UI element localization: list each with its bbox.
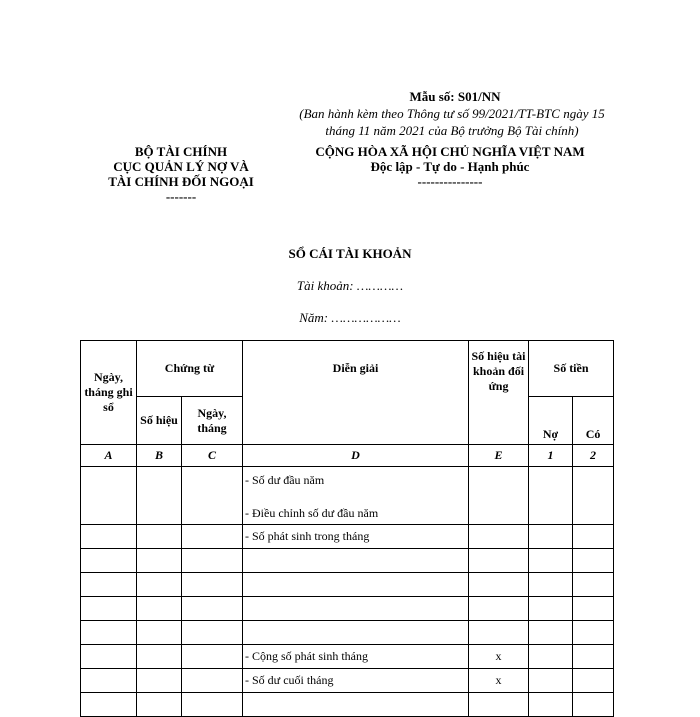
- code-cell: E: [469, 445, 529, 467]
- form-issuance-note: (Ban hành kèm theo Thông tư số 99/2021/TT-BTC ngày 15 tháng 11 năm 2021 của Bộ trưởng Bộ Tài chính): [299, 106, 605, 138]
- table-row: [81, 467, 614, 525]
- table-row: [81, 549, 614, 573]
- ministry-separator: -------: [165, 189, 197, 204]
- code-cell: B: [137, 445, 182, 467]
- republic-header: [300, 144, 600, 189]
- header-amount: Số tiền: [529, 341, 614, 397]
- table-row: [81, 693, 614, 717]
- header-voucher-number: Số hiệu: [137, 397, 182, 445]
- table-row: [81, 573, 614, 597]
- x-mark: x: [469, 669, 529, 693]
- ledger-table: [80, 340, 614, 717]
- republic-motto: Độc lập - Tự do - Hạnh phúc: [370, 159, 530, 174]
- table-row: [81, 645, 614, 669]
- header-voucher-date: Ngày, tháng: [182, 397, 243, 445]
- republic-name: CỘNG HÒA XÃ HỘI CHỦ NGHĨA VIỆT NAM: [315, 144, 585, 159]
- row-total-monthly: - Cộng số phát sinh tháng: [243, 645, 469, 669]
- header-debit: Nợ: [529, 397, 573, 445]
- form-code: Mẫu số: S01/NN: [409, 89, 501, 104]
- code-cell: C: [182, 445, 243, 467]
- ministry-line-1: BỘ TÀI CHÍNH: [134, 144, 228, 159]
- row-opening-balance: - Số dư đầu năm: [245, 473, 325, 487]
- table-row: [81, 621, 614, 645]
- table-row: [81, 597, 614, 621]
- ministry-line-3: TÀI CHÍNH ĐỐI NGOẠI: [108, 174, 254, 189]
- header-description: Diễn giải: [243, 341, 469, 445]
- header-credit: Có: [573, 397, 614, 445]
- header-contra-account: Số hiệu tài khoản đối ứng: [469, 341, 529, 445]
- ministry-line-2: CỤC QUẢN LÝ NỢ VÀ: [113, 159, 249, 174]
- code-cell: 2: [573, 445, 614, 467]
- x-mark: x: [469, 645, 529, 669]
- ledger-title: SỔ CÁI TÀI KHOẢN: [288, 246, 412, 261]
- header-voucher: Chứng từ: [137, 341, 243, 397]
- republic-separator: ---------------: [417, 174, 483, 189]
- account-line: Tài khoản: …………: [296, 278, 404, 293]
- row-opening-adjustment: - Điều chỉnh số dư đầu năm: [245, 506, 379, 520]
- table-row: [81, 669, 614, 693]
- code-cell: D: [243, 445, 469, 467]
- row-monthly-arising: - Số phát sinh trong tháng: [243, 525, 469, 549]
- year-line: Năm: ………………: [299, 310, 401, 325]
- code-row: [81, 445, 614, 467]
- code-cell: 1: [529, 445, 573, 467]
- table-row: [81, 525, 614, 549]
- row-closing-balance: - Số dư cuối tháng: [243, 669, 469, 693]
- code-cell: A: [81, 445, 137, 467]
- header-date-recorded: Ngày, tháng ghi sổ: [81, 341, 137, 445]
- ministry-header: [96, 144, 266, 204]
